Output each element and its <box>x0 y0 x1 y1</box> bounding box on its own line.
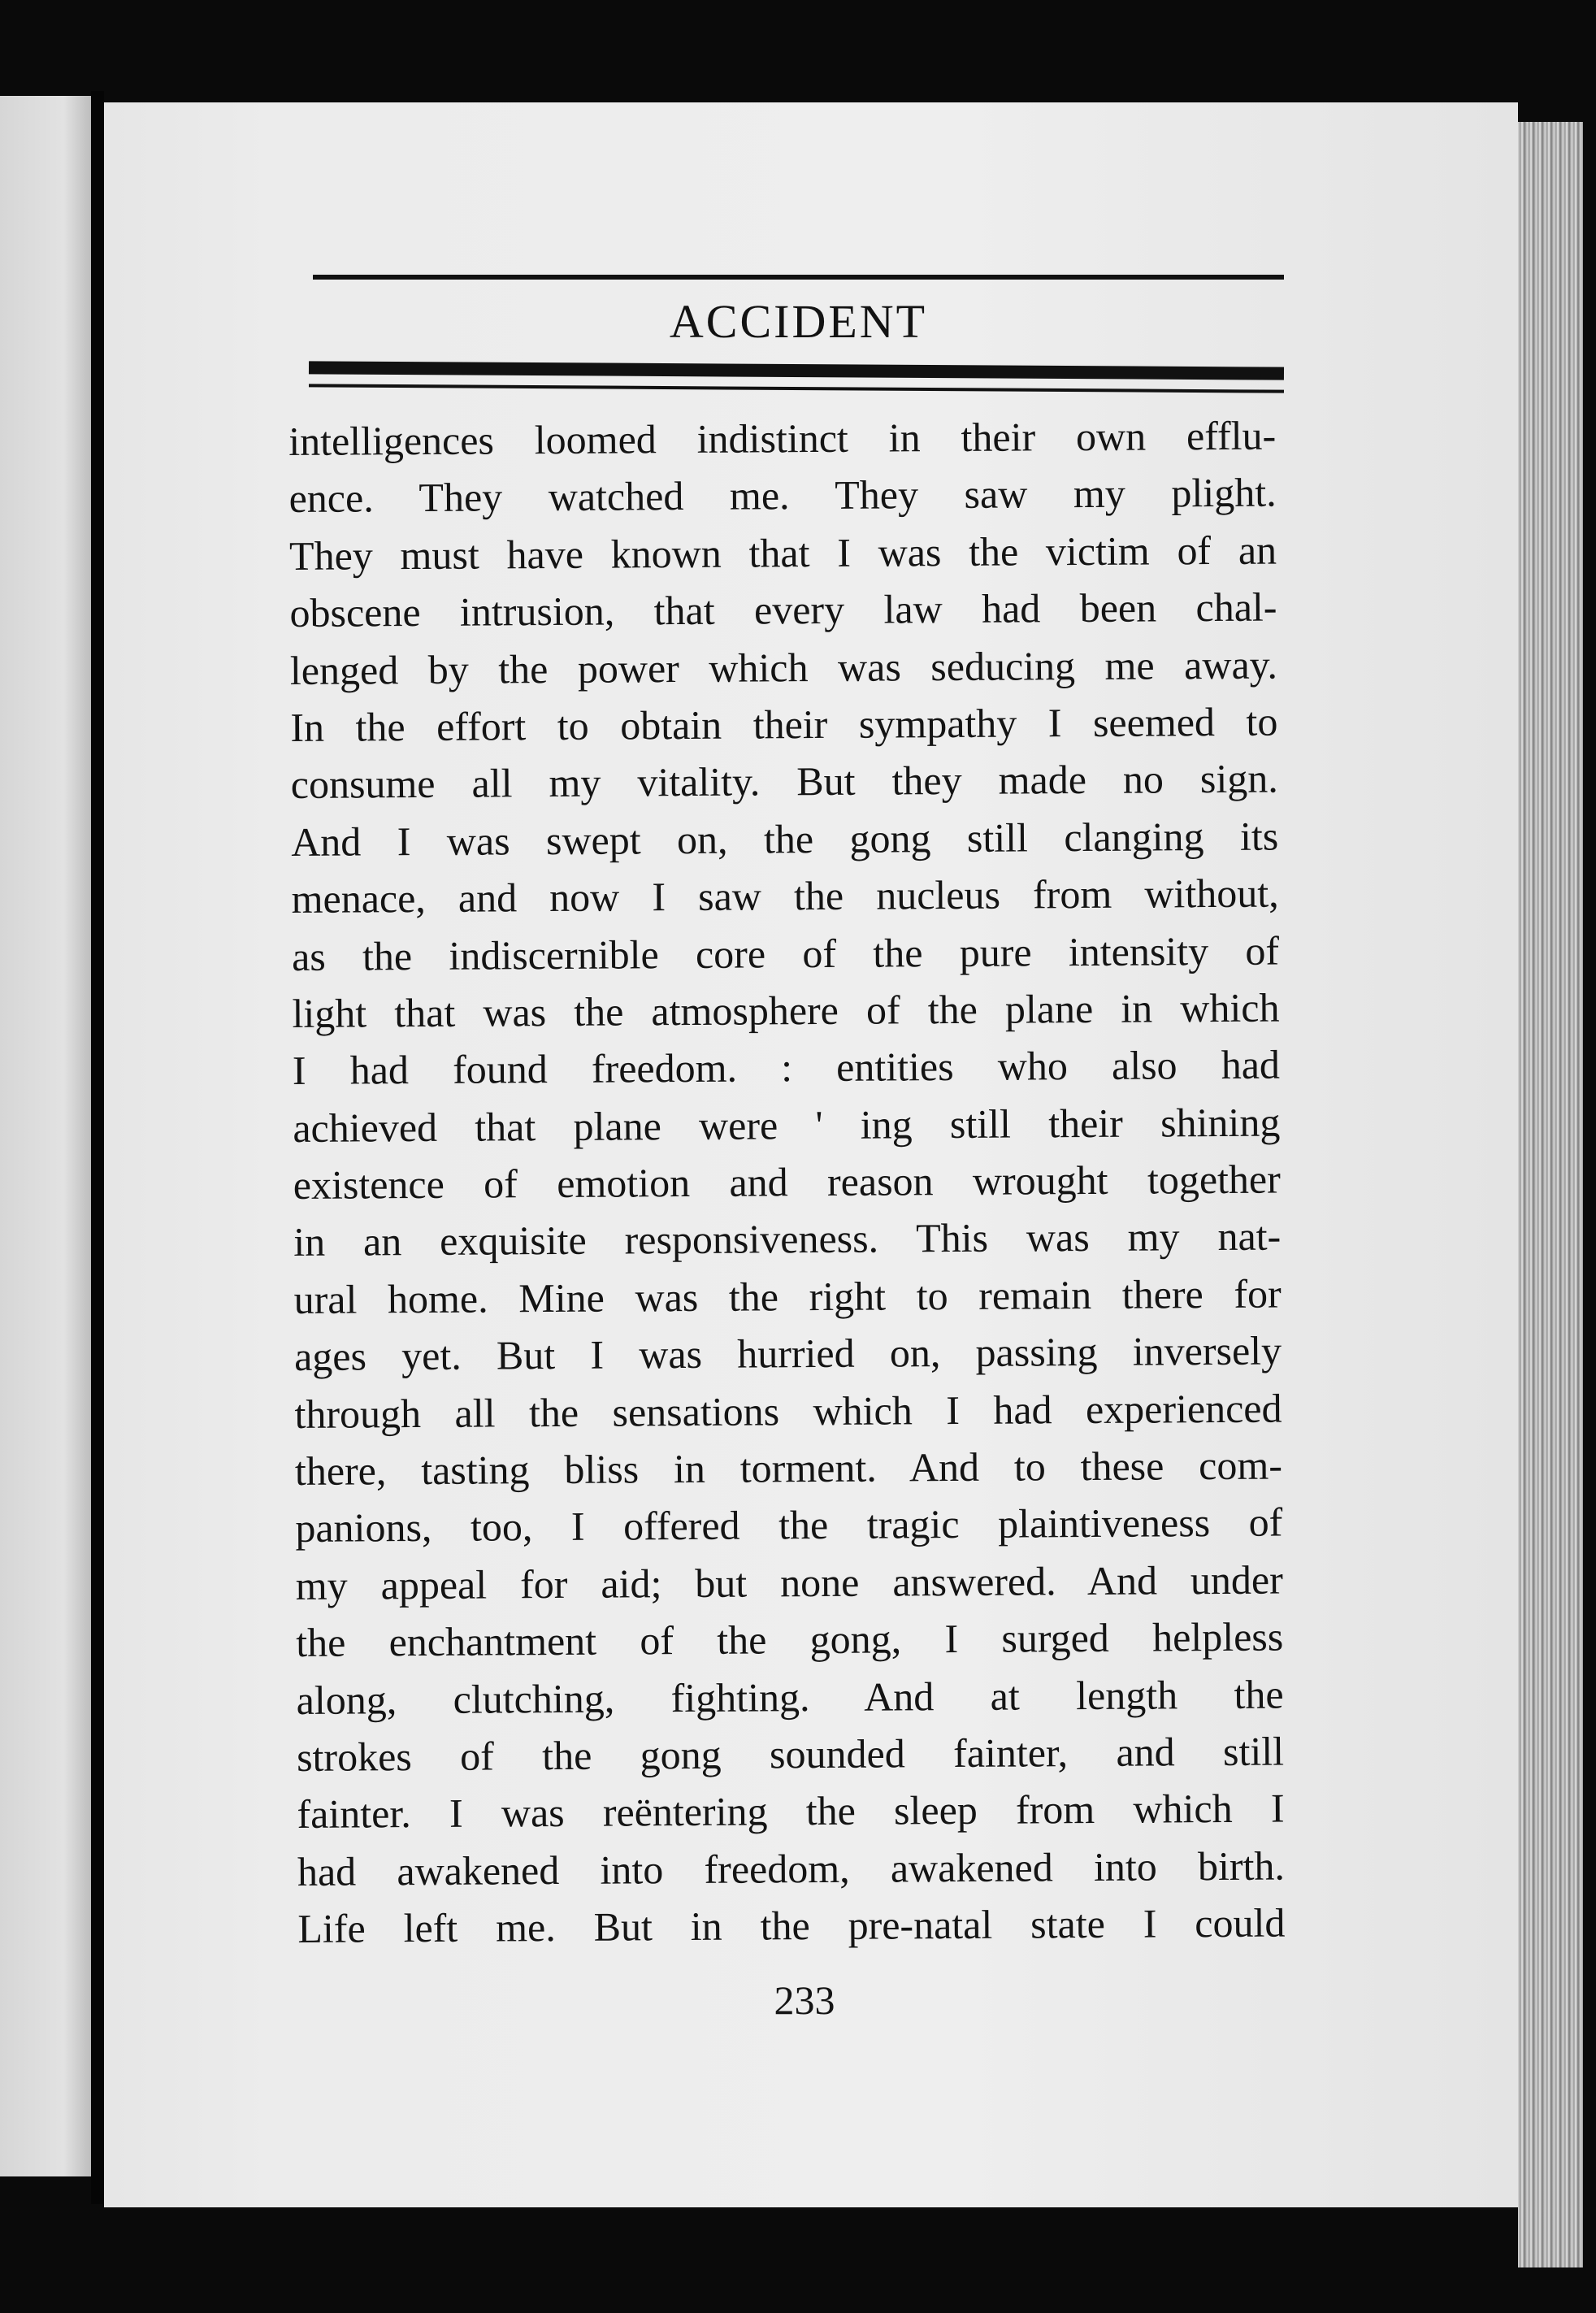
text-line: through all the sensations which I had experienced <box>294 1385 1282 1437</box>
text-line: ages yet. But I was hurried on, passing inversely <box>293 1327 1282 1380</box>
text-line: there, tasting bliss in torment. And to these com- <box>294 1442 1283 1495</box>
text-line: strokes of the gong sounded fainter, and still <box>296 1728 1285 1780</box>
page-number: 233 <box>774 1977 835 2023</box>
body-text <box>288 407 1286 1958</box>
text-line: in an exquisite responsiveness. This was my nat- <box>293 1213 1282 1265</box>
header-rule-top <box>313 275 1284 280</box>
text-line: ence. They watched me. They saw my plight. <box>288 469 1277 522</box>
text-line: light that was the atmosphere of the plane in which <box>292 984 1280 1036</box>
text-line: menace, and now I saw the nucleus from without, <box>291 870 1279 922</box>
text-line: Life left me. But in the pre-natal state I could <box>297 1899 1286 1952</box>
text-line: I had found freedom. : entities who also had <box>292 1041 1281 1094</box>
text-line: fainter. I was reëntering the sleep from which I <box>297 1785 1285 1838</box>
text-line: consume all my vitality. But they made no sign. <box>290 755 1278 808</box>
running-head: ACCIDENT <box>669 295 928 348</box>
text-line: achieved that plane were ' ing still their shining <box>293 1099 1281 1151</box>
text-line: as the indiscernible core of the pure intensity of <box>291 927 1280 979</box>
facing-page-edge <box>0 96 91 2176</box>
text-line: existence of emotion and reason wrought together <box>293 1156 1281 1209</box>
page-stack-edge <box>1518 122 1583 2267</box>
text-line: along, clutching, fighting. And at length the <box>296 1671 1284 1723</box>
book-gutter <box>91 91 104 2204</box>
text-line: In the effort to obtain their sympathy I seemed to <box>290 698 1278 750</box>
text-line: intelligences loomed indistinct in their own efflu- <box>288 412 1277 464</box>
text-line: ural home. Mine was the right to remain there for <box>293 1270 1282 1322</box>
text-line: had awakened into freedom, awakened into birth. <box>297 1842 1286 1894</box>
text-line: the enchantment of the gong, I surged helpless <box>296 1613 1284 1666</box>
text-line: panions, too, I offered the tragic plaintiveness of <box>295 1499 1283 1551</box>
text-line: And I was swept on, the gong still clanging its <box>291 813 1279 865</box>
text-line: They must have known that I was the victim of an <box>288 527 1277 579</box>
text-line: my appeal for aid; but none answered. And under <box>295 1556 1283 1608</box>
text-line: lenged by the power which was seducing me away. <box>289 641 1278 693</box>
text-line: obscene intrusion, that every law had been chal- <box>289 584 1277 636</box>
